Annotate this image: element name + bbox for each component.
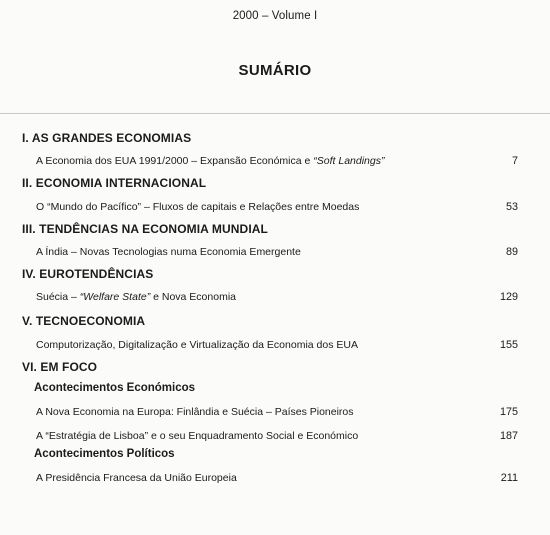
subsection-heading-2: Acontecimentos Políticos xyxy=(34,448,175,460)
page-title: SUMÁRIO xyxy=(238,62,312,79)
toc-entry[interactable] xyxy=(36,291,518,303)
toc-entry[interactable] xyxy=(36,339,518,351)
toc-entry-page: 129 xyxy=(499,291,518,303)
toc-entry-page: 7 xyxy=(511,155,518,167)
section-heading-3: III. TENDÊNCIAS NA ECONOMIA MUNDIAL xyxy=(22,222,268,236)
toc-entry-title: A Nova Economia na Europa: Finlândia e Suécia – Países Pioneiros xyxy=(36,406,354,418)
toc-entry[interactable] xyxy=(36,406,518,418)
toc-entry-page: 155 xyxy=(499,339,518,351)
section-heading-4: IV. EUROTENDÊNCIAS xyxy=(22,267,154,281)
toc-entry-page: 175 xyxy=(499,406,518,418)
toc-entry[interactable] xyxy=(36,201,518,213)
toc-entry-page: 89 xyxy=(505,246,518,258)
divider xyxy=(0,113,550,114)
toc-entry-title: Suécia – “Welfare State” e Nova Economia xyxy=(36,291,236,303)
section-heading-5: V. TECNOECONOMIA xyxy=(22,314,146,328)
toc-entry-title: A Economia dos EUA 1991/2000 – Expansão Económica e “Soft Landings” xyxy=(36,155,385,167)
subsection-heading-1: Acontecimentos Económicos xyxy=(34,382,196,394)
toc-entry-title: Computorização, Digitalização e Virtualização da Economia dos EUA xyxy=(36,339,358,351)
toc-entry[interactable] xyxy=(36,155,518,167)
section-heading-6: VI. EM FOCO xyxy=(22,360,98,374)
toc-entry[interactable] xyxy=(36,430,518,442)
volume-header: 2000 – Volume I xyxy=(232,10,318,22)
section-heading-2: II. ECONOMIA INTERNACIONAL xyxy=(22,176,207,190)
toc-entry-page: 187 xyxy=(499,430,518,442)
toc-entry-title: A Índia – Novas Tecnologias numa Economia Emergente xyxy=(36,246,301,258)
toc-entry[interactable] xyxy=(36,472,518,484)
section-heading-1: I. AS GRANDES ECONOMIAS xyxy=(22,131,192,145)
toc-entry-page: 53 xyxy=(505,201,518,213)
toc-entry-title: A Presidência Francesa da União Europeia xyxy=(36,472,237,484)
toc-entry-title: A “Estratégia de Lisboa” e o seu Enquadramento Social e Económico xyxy=(36,430,359,442)
toc-entry-page: 211 xyxy=(500,472,518,484)
toc-entry[interactable] xyxy=(36,246,518,258)
toc-entry-title: O “Mundo do Pacífico” – Fluxos de capitais e Relações entre Moedas xyxy=(36,201,360,213)
